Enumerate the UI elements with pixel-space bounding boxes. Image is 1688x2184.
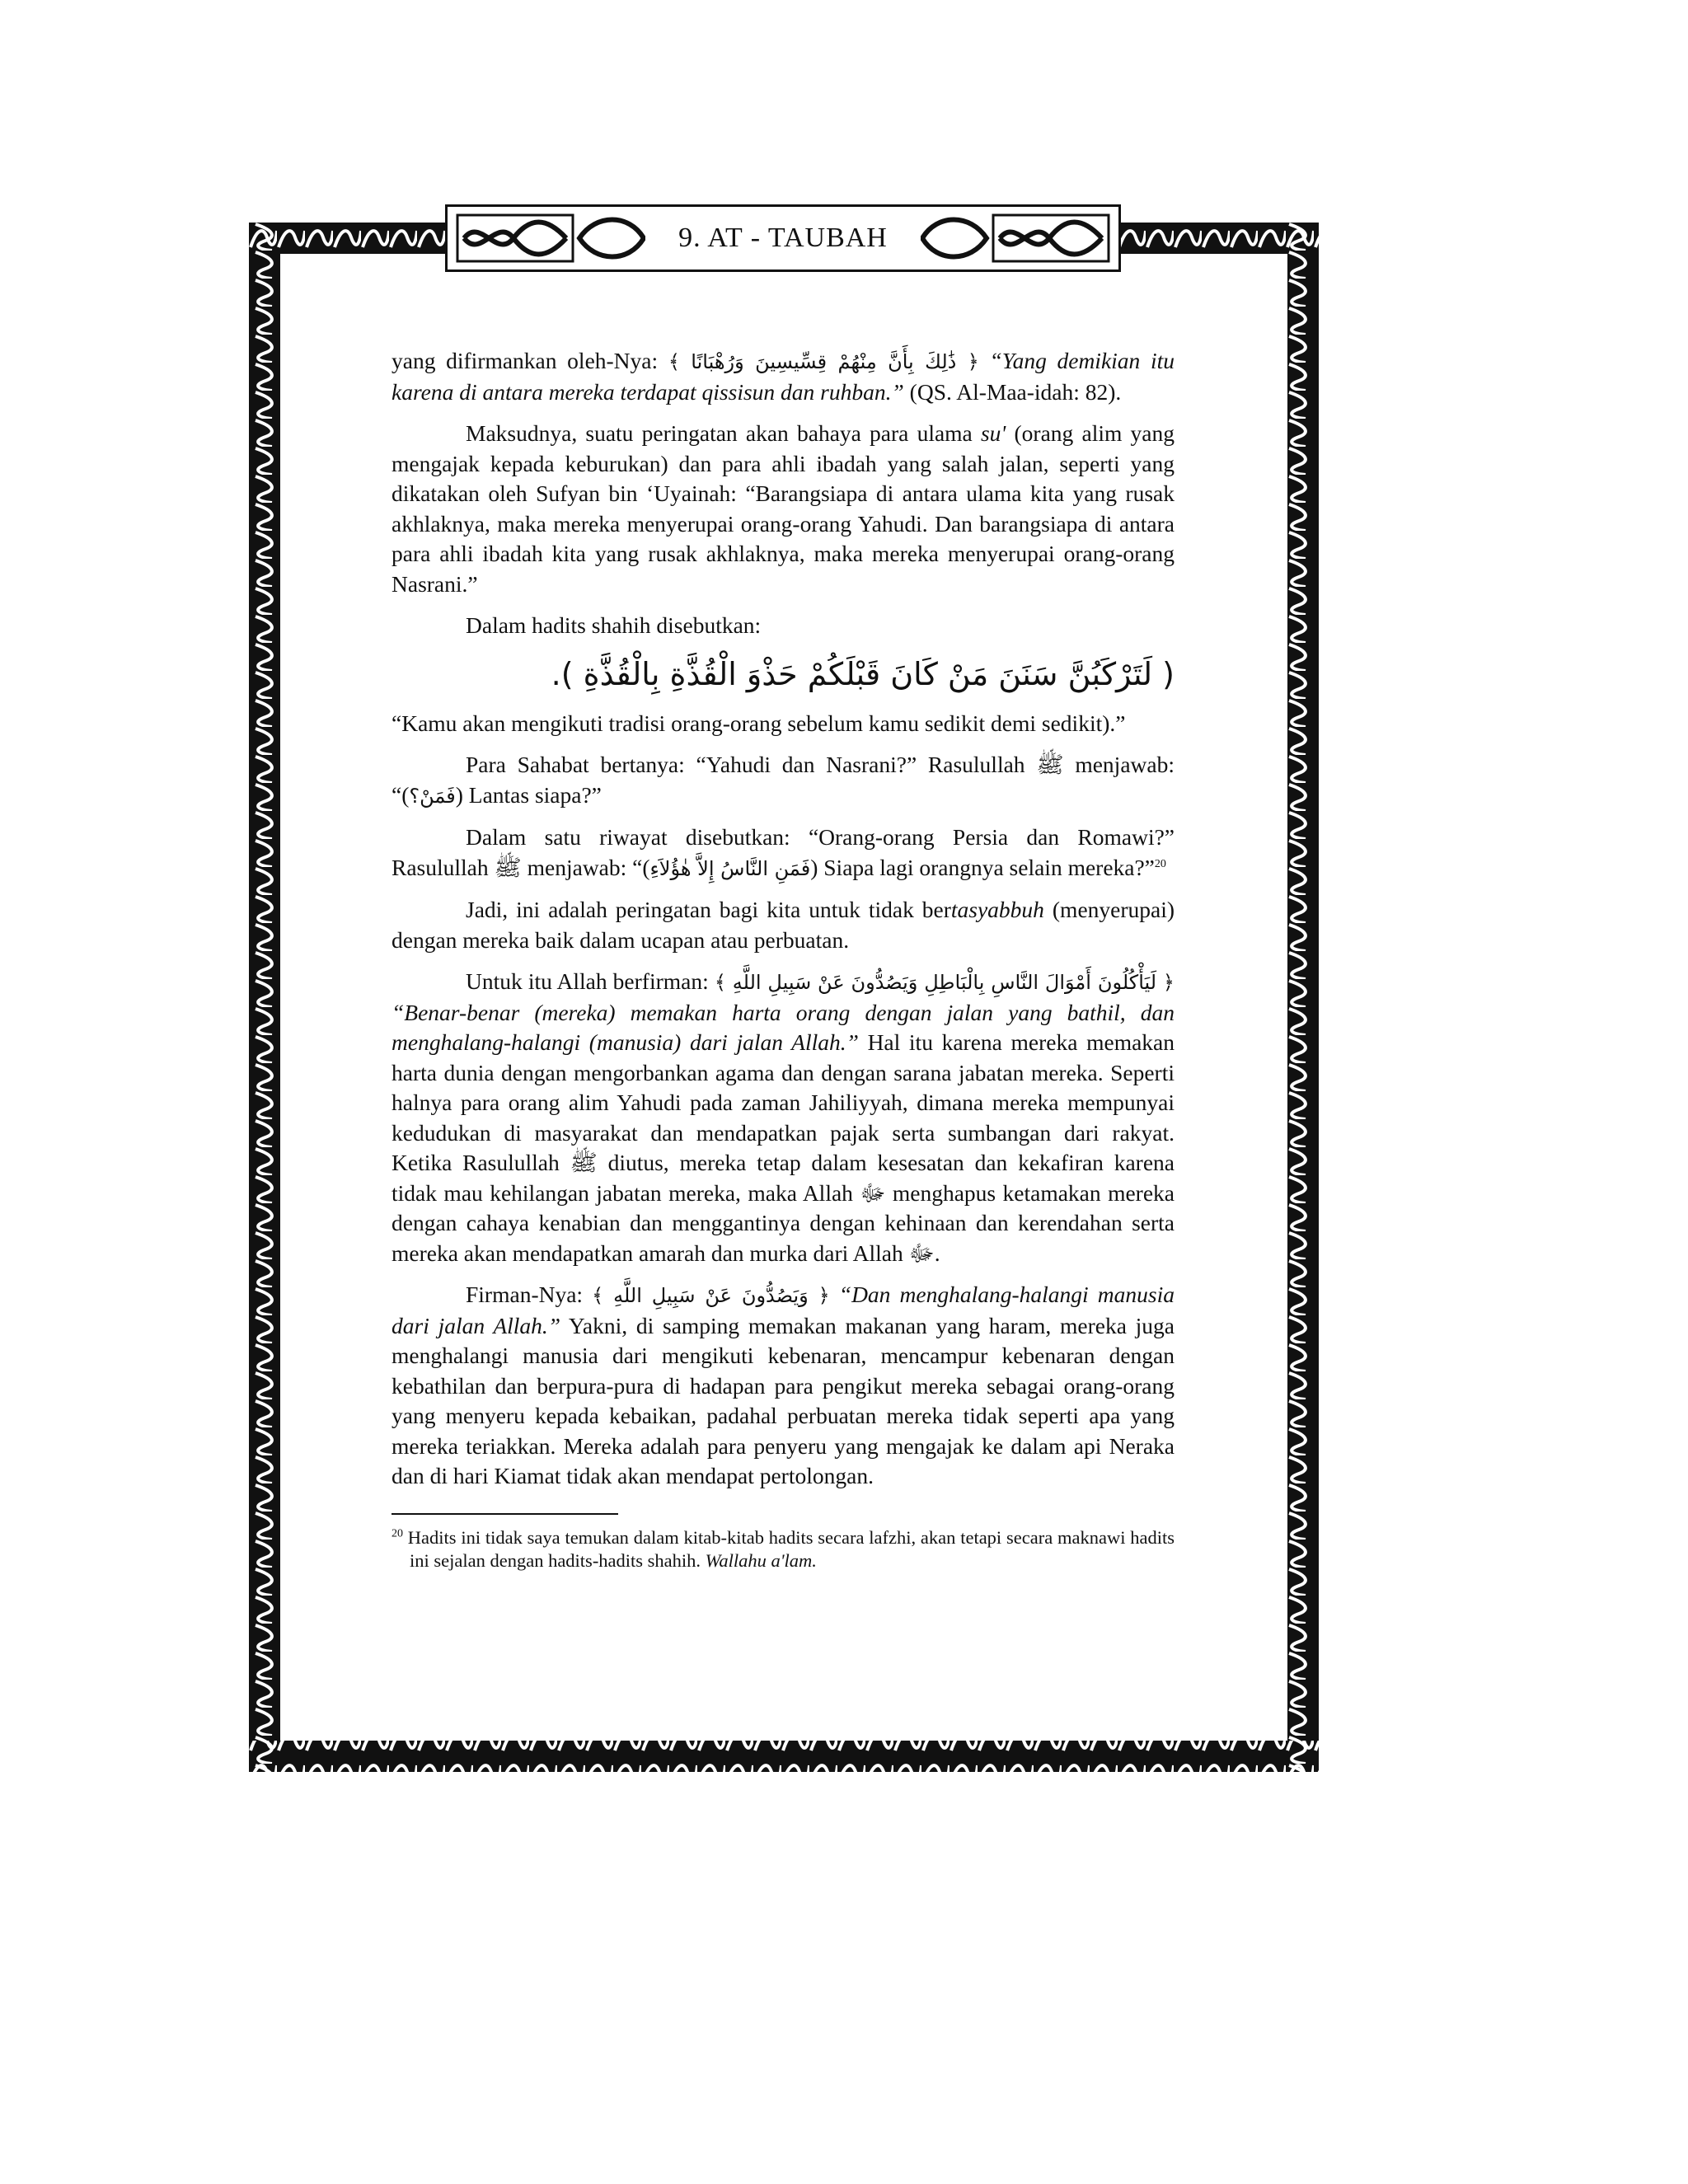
p5-text-a: Para Sahabat bertanya: “Yahudi dan Nasrani?” Rasulullah ﷺ menjawab: “( [392, 752, 1175, 808]
paragraph-1 [392, 346, 1175, 407]
paragraph-5 [392, 750, 1175, 811]
chapter-title: 9. AT - TAUBAH [662, 223, 904, 254]
paragraph-3: Dalam hadits shahih disebutkan: [466, 612, 762, 638]
p9-text: Yakni, di samping memakan makanan yang haram, mereka juga menghalangi manusia dari mengikuti kebenaran, mencampur kebenaran dengan kebathilan dan berpura-pura di hadapan para pengikut mereka sebagai orang-orang yang menyeru kepada kebaikan, padahal perbuatan mereka tidak seperti apa yang mereka teriakkan. Mereka adalah para penyeru yang mengajak ke dalam api Neraka dan di hari Kiamat tidak akan mendapat pertolongan. [392, 1312, 1175, 1488]
p1-lead: yang difirmankan oleh-Nya: [392, 348, 659, 373]
p6-arabic: فَمَنِ النَّاسُ إِلاَّ هٰؤُلاَءِ [649, 856, 811, 880]
p7-text-a: Jadi, ini adalah peringatan bagi kita untuk tidak ber [466, 897, 951, 922]
p8-lead: Untuk itu Allah berfirman: [466, 968, 709, 994]
paragraph-6 [392, 823, 1175, 883]
footnote-closing: Wallahu a'lam. [705, 1549, 817, 1571]
left-header-ornament [456, 212, 645, 265]
p9-lead: Firman-Nya: [466, 1282, 584, 1307]
p1-reference: (QS. Al-Maa-idah: 82). [909, 378, 1122, 405]
paragraph-7 [392, 895, 1175, 955]
p7-text-b: (menyerupai) dengan mereka baik dalam ucapan atau perbuatan. [392, 897, 1175, 953]
p8-translation: “Benar-benar (mereka) memakan harta orang dengan jalan yang bathil, dan menghalang-halangi (manusia) dari jalan Allah.” [392, 999, 1175, 1055]
p5-arabic: فَمَنْ؟ [409, 784, 456, 808]
p7-term: tasyabbuh [950, 897, 1044, 922]
paragraph-4: “Kamu akan mengikuti tradisi orang-orang sebelum kamu sedikit demi sedikit).” [392, 710, 1126, 736]
p2-term: su' [980, 420, 1006, 446]
p1-arabic-verse: ﴿ ذَٰلِكَ بِأَنَّ مِنْهُمْ قِسِّيسِينَ وَرُهْبَانًا ﴾ [668, 350, 979, 373]
p9-translation: “Dan menghalang-halangi manusia dari jalan Allah.” [392, 1282, 1175, 1338]
footnote-text: Hadits ini tidak saya temukan dalam kitab-kitab hadits secara lafzhi, akan tetapi secara maknawi hadits ini sejalan dengan hadits-hadits shahih. [407, 1526, 1175, 1571]
paragraph-2 [392, 419, 1175, 599]
p8-text: Hal itu karena mereka memakan harta dunia dengan mengorbankan agama dan dengan sarana jabatan mereka. Seperti halnya para orang alim Yahudi pada zaman Jahiliyyah, dimana mereka mempunyai kedudukan di masyarakat dan mendapatkan pajak serta sumbangan dari rakyat. Ketika Rasulullah ﷺ diutus, mereka tetap dalam kesesatan dan kekafiran karena tidak mau kehilangan jabatan mereka, maka Allah ﷻ menghapus ketamakan mereka dengan cahaya kenabian dan menggantinya dengan kehinaan dan kerendahan serta mereka akan mendapatkan amarah dan murka dari Allah ﷻ. [392, 1029, 1175, 1266]
footnote-divider [392, 1513, 618, 1515]
p8-arabic-verse: ﴿ لَيَأْكُلُونَ أَمْوَالَ النَّاسِ بِالْبَاطِلِ وَيَصُدُّونَ عَنْ سَبِيلِ اللَّهِ ﴾ [714, 971, 1175, 994]
p6-text-a: Dalam satu riwayat disebutkan: “Orang-orang Persia dan Romawi?” Rasulullah ﷺ menjawab: “( [392, 824, 1175, 880]
footnote [392, 1526, 1175, 1572]
p2-text-a: Maksudnya, suatu peringatan akan bahaya para ulama [466, 420, 973, 446]
right-header-ornament [921, 212, 1110, 265]
p5-text-b: ) Lantas siapa?” [455, 781, 602, 808]
p9-arabic-verse: ﴿ وَيَصُدُّونَ عَنْ سَبِيلِ اللَّهِ ﴾ [592, 1284, 830, 1307]
hadith-arabic: ( لَتَرْكَبُنَّ سَنَنَ مَنْ كَانَ قَبْلَكُمْ حَذْوَ الْقُذَّةِ بِالْقُذَّةِ ). [551, 655, 1175, 692]
p1-translation: “Yang demikian itu karena di antara mereka terdapat qissisun dan ruhban.” [392, 348, 1175, 405]
p2-text-b: (orang alim yang mengajak kepada keburukan) dan para ahli ibadah yang salah jalan, seperti yang dikatakan oleh Sufyan bin ‘Uyainah: “Barangsiapa di antara ulama kita yang rusak akhlaknya, maka mereka menyerupai orang-orang Yahudi. Dan barangsiapa di antara para ahli ibadah kita yang rusak akhlaknya, maka mereka menyerupai orang-orang Nasrani.” [392, 420, 1175, 597]
page-content [392, 346, 1175, 1572]
footnote-marker: 20 [1154, 857, 1166, 870]
p6-text-b: ) Siapa lagi orangnya selain mereka?” [810, 854, 1155, 880]
paragraph-8 [392, 967, 1175, 1268]
chapter-header [445, 204, 1121, 272]
paragraph-9 [392, 1280, 1175, 1492]
footnote-number: 20 [392, 1527, 403, 1540]
